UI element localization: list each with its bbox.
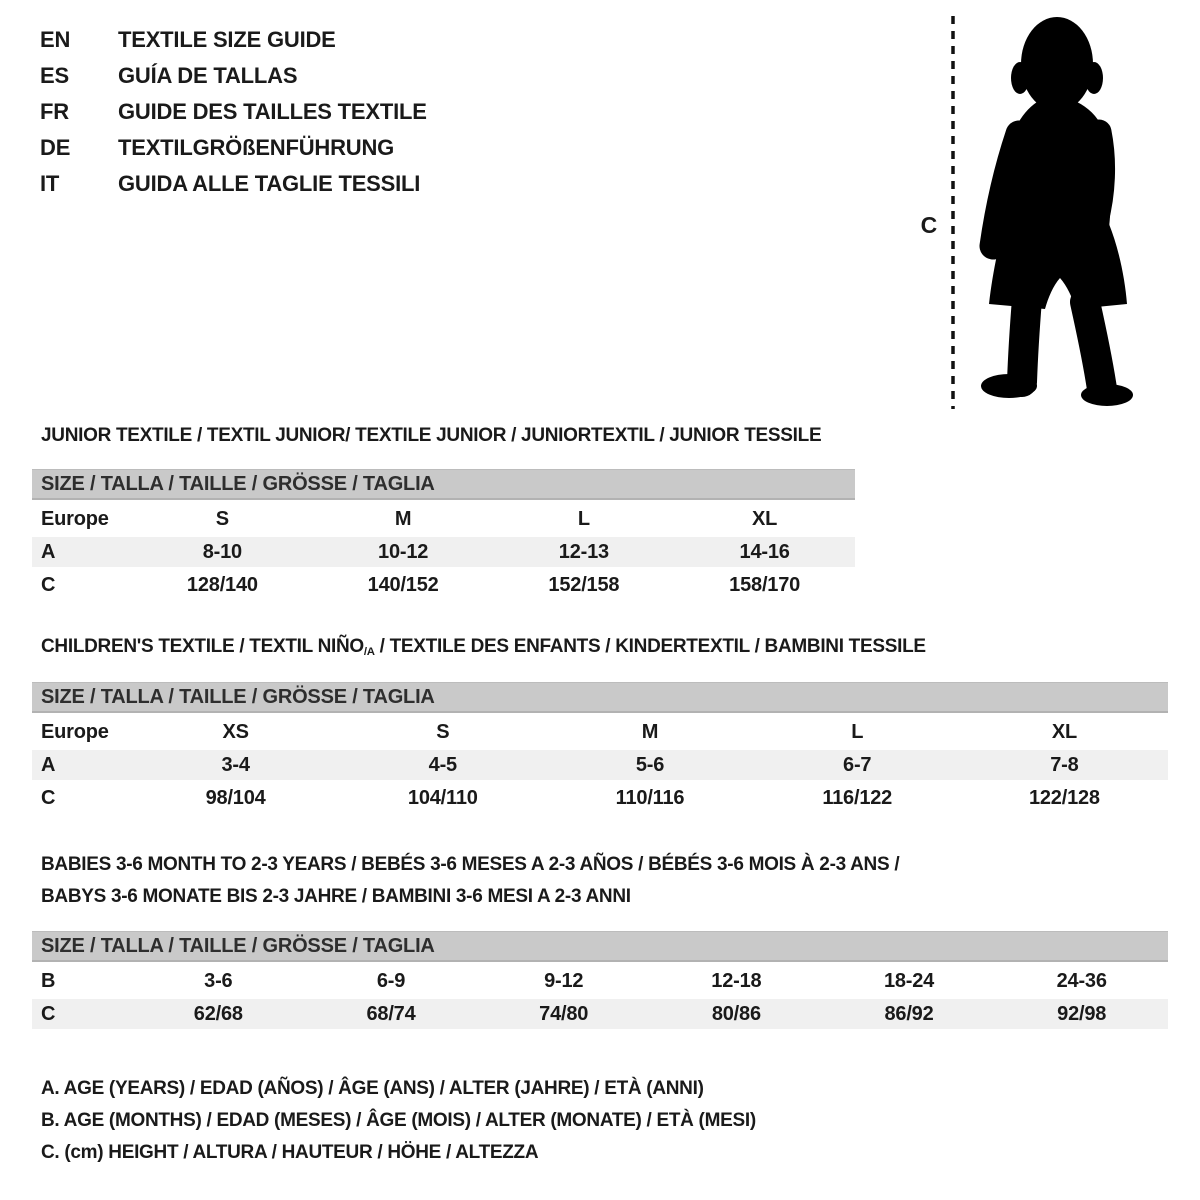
- row-label: A: [41, 540, 56, 563]
- table-cell: 86/92: [884, 1002, 934, 1025]
- table-cell: 9-12: [544, 969, 584, 992]
- table-cell: 68/74: [366, 1002, 416, 1025]
- section-heading: [41, 849, 1168, 913]
- section-junior-textile: [32, 425, 1168, 600]
- table-cell: 62/68: [193, 1002, 243, 1025]
- language-title-list: [40, 22, 427, 202]
- table-cell: S: [215, 507, 229, 530]
- size-header-bar: SIZE / TALLA / TAILLE / GRÖSSE / TAGLIA: [32, 931, 1168, 962]
- table-cell: L: [577, 507, 590, 530]
- legend-line-b: B. AGE (MONTHS) / EDAD (MESES) / ÂGE (MOIS) / ALTER (MONATE) / ETÀ (MESI): [41, 1110, 756, 1131]
- table-cell: 3-4: [221, 753, 250, 776]
- table-cell: 24-36: [1056, 969, 1107, 992]
- table-cell: 116/122: [822, 786, 893, 809]
- heading-part-subscript: /A: [363, 646, 375, 658]
- table-cell: 152/158: [548, 573, 620, 596]
- row-label: B: [41, 969, 56, 992]
- table-cell: 6-9: [376, 969, 406, 992]
- table-cell: 110/116: [615, 786, 685, 809]
- guide-title: TEXTILE SIZE GUIDE: [118, 27, 336, 52]
- row-label: C: [41, 1002, 56, 1025]
- measurement-legend: [41, 1073, 1168, 1169]
- table-cell: 122/128: [1028, 786, 1100, 809]
- row-label: A: [41, 753, 56, 776]
- row-label: C: [41, 786, 56, 809]
- babies-size-table: [32, 931, 1168, 1029]
- row-label: Europe: [41, 720, 109, 743]
- table-cell: 6-7: [843, 753, 872, 776]
- table-cell: S: [436, 720, 450, 743]
- size-header-bar: SIZE / TALLA / TAILLE / GRÖSSE / TAGLIA: [32, 469, 855, 500]
- table-cell: 140/152: [367, 573, 439, 596]
- size-header-bar: SIZE / TALLA / TAILLE / GRÖSSE / TAGLIA: [32, 682, 1168, 713]
- table-cell: 18-24: [883, 969, 935, 992]
- table-cell: 158/170: [729, 573, 801, 596]
- table-cell: 10-12: [378, 540, 429, 563]
- table-cell: 3-6: [204, 969, 233, 992]
- section-heading: [41, 636, 1168, 660]
- table-cell: 14-16: [739, 540, 790, 563]
- table-cell: 104/110: [407, 786, 478, 809]
- heading-part: / TEXTILE DES ENFANTS / KINDERTEXTIL / BAMBINI TESSILE: [374, 636, 926, 657]
- height-measure-figure: [921, 14, 1144, 409]
- language-row-it: [40, 166, 427, 202]
- language-code: EN: [40, 27, 71, 52]
- table-row-europe: [32, 504, 855, 534]
- section-heading: JUNIOR TEXTILE / TEXTIL JUNIOR/ TEXTILE JUNIOR / JUNIORTEXTIL / JUNIOR TESSILE: [41, 425, 822, 446]
- section-children-textile: [32, 636, 1168, 813]
- table-cell: XS: [222, 720, 249, 743]
- table-row-a: [32, 750, 1168, 780]
- children-size-table: [32, 682, 1168, 813]
- height-measure-label: C: [920, 212, 937, 238]
- guide-title: GUIDE DES TAILLES TEXTILE: [118, 99, 427, 124]
- heading-line-2: BABYS 3-6 MONATE BIS 2-3 JAHRE / BAMBINI 3-6 MESI A 2-3 ANNI: [41, 886, 631, 907]
- table-cell: XL: [752, 507, 778, 530]
- height-dashed-line: [950, 14, 956, 409]
- table-cell: 128/140: [186, 573, 258, 596]
- junior-size-table: [32, 469, 855, 600]
- language-code: DE: [40, 135, 71, 160]
- table-row-c: [32, 570, 855, 600]
- table-cell: 4-5: [428, 753, 457, 776]
- table-cell: 5-6: [635, 753, 665, 776]
- heading-part: CHILDREN'S TEXTILE / TEXTIL NIÑO: [41, 636, 364, 657]
- table-cell: L: [851, 720, 864, 743]
- table-row-b: [32, 966, 1168, 996]
- language-row-es: [40, 58, 427, 94]
- table-row-c: [32, 783, 1168, 813]
- language-row-de: [40, 130, 427, 166]
- table-cell: 12-18: [711, 969, 762, 992]
- table-cell: 7-8: [1050, 753, 1079, 776]
- toddler-silhouette-icon: [969, 14, 1144, 409]
- legend-line-c: C. (cm) HEIGHT / ALTURA / HAUTEUR / HÖHE / ALTEZZA: [41, 1142, 539, 1163]
- table-cell: 74/80: [539, 1002, 589, 1025]
- heading-line-1: BABIES 3-6 MONTH TO 2-3 YEARS / BEBÉS 3-6 MESES A 2-3 AÑOS / BÉBÉS 3-6 MOIS À 2-3 ANS /: [41, 854, 900, 875]
- guide-title: GUIDA ALLE TAGLIE TESSILI: [118, 171, 421, 196]
- legend-line-a: A. AGE (YEARS) / EDAD (AÑOS) / ÂGE (ANS) / ALTER (JAHRE) / ETÀ (ANNI): [41, 1078, 704, 1099]
- table-cell: 92/98: [1057, 1002, 1107, 1025]
- table-row-c: [32, 999, 1168, 1029]
- table-row-a: [32, 537, 855, 567]
- table-cell: M: [641, 720, 659, 743]
- language-code: FR: [40, 99, 69, 124]
- guide-title: GUÍA DE TALLAS: [118, 63, 298, 88]
- table-row-europe: [32, 717, 1168, 747]
- header-area: [0, 0, 1200, 425]
- section-babies-textile: [32, 849, 1168, 1029]
- language-row-en: [40, 22, 427, 58]
- table-cell: XL: [1051, 720, 1077, 743]
- row-label: C: [41, 573, 56, 596]
- table-cell: 98/104: [205, 786, 266, 809]
- language-code: IT: [40, 171, 60, 196]
- table-cell: 80/86: [711, 1002, 761, 1025]
- table-cell: M: [394, 507, 412, 530]
- language-code: ES: [40, 63, 69, 88]
- guide-title: TEXTILGRÖßENFÜHRUNG: [118, 135, 395, 160]
- row-label: Europe: [41, 507, 109, 530]
- language-row-fr: [40, 94, 427, 130]
- table-cell: 8-10: [202, 540, 242, 563]
- table-cell: 12-13: [558, 540, 609, 563]
